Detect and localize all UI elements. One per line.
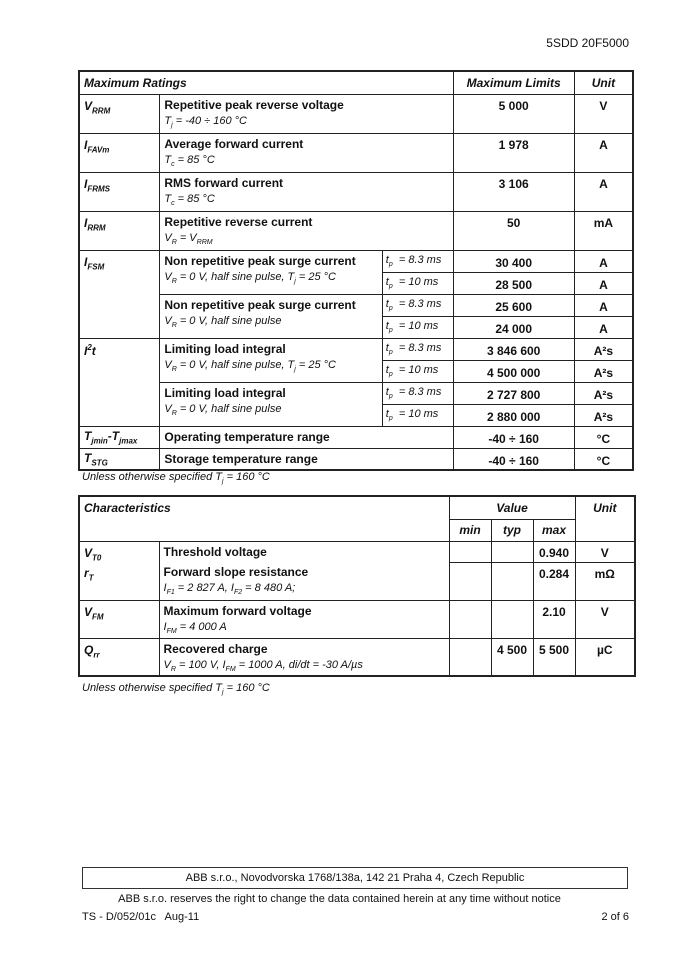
max-value: 0.284 [533,562,575,600]
min-value [449,600,491,638]
description: Forward slope resistance $I_{F1} = 2$ 827 A, $I_{F2} = 8$ 480 A; [159,562,449,600]
unit: V [574,94,633,133]
table-row [79,94,633,133]
max-value: 5 500 [533,638,575,676]
characteristics-table [78,495,636,677]
unit: A²s [574,338,633,360]
table-row [79,338,633,360]
document-code: TS - D/052/01c Aug-11 [82,911,200,923]
pulse-condition: $t_p = 10$ ms [382,404,453,426]
unit: °C [574,448,633,470]
value: 2 727 800 [453,382,574,404]
table-row [79,562,635,600]
typ-header: typ [491,519,533,541]
pulse-condition: $t_p = 8.3$ ms [382,382,453,404]
description: Non repetitive peak surge current $V_R = 0$ V, half sine pulse, $T_j = 25$ °C [160,250,382,294]
value: -40 ÷ 160 [453,426,574,448]
description: RMS forward current $T_c = 85$ °C [160,172,453,211]
table-row [79,600,635,638]
table-row [79,426,633,448]
description: Operating temperature range [160,426,453,448]
unit: mA [574,211,633,250]
table-row [79,250,633,272]
unit: V [575,541,635,562]
table-row [79,294,633,316]
value: 28 500 [453,272,574,294]
typ-value [491,600,533,638]
min-value [449,541,491,562]
max-value: 0.940 [533,541,575,562]
table-row [79,172,633,211]
pulse-condition: $t_p = 10$ ms [382,360,453,382]
value: 30 400 [453,250,574,272]
description: Storage temperature range [160,448,453,470]
value: -40 ÷ 160 [453,448,574,470]
unit: A²s [574,360,633,382]
description: Limiting load integral $V_R = 0$ V, half sine pulse, $T_j = 25$ °C [160,338,382,382]
symbol: $I_{FSM}$ [79,250,160,338]
unit-header: Unit [575,496,635,541]
pulse-condition: $t_p = 8.3$ ms [382,338,453,360]
min-value [449,562,491,600]
unit: A [574,250,633,272]
pulse-condition: $t_p = 10$ ms [382,316,453,338]
value: 24 000 [453,316,574,338]
unit: A²s [574,382,633,404]
unit: mΩ [575,562,635,600]
unit: A [574,294,633,316]
table-row [79,541,635,562]
min-header: min [449,519,491,541]
symbol: $Q_{rr}$ [79,638,159,676]
value: 25 600 [453,294,574,316]
page-number: 2 of 6 [601,911,629,923]
unit: °C [574,426,633,448]
max-header: max [533,519,575,541]
value: 50 [453,211,574,250]
description: Threshold voltage [159,541,449,562]
value: 5 000 [453,94,574,133]
value: 4 500 000 [453,360,574,382]
pulse-condition: $t_p = 8.3$ ms [382,250,453,272]
symbol: $I_{FAVm}$ [79,133,160,172]
value: 3 846 600 [453,338,574,360]
unit: A [574,172,633,211]
table-row [79,638,635,676]
symbol: $V_{FM}$ [79,600,159,638]
symbol: $r_T$ [79,562,159,600]
description: Repetitive peak reverse voltage $T_j = -40 \div 160$ °C [160,94,453,133]
max-limits-header: Maximum Limits [453,71,574,94]
symbol: $I^2t$ [79,338,160,426]
min-value [449,638,491,676]
unit: A [574,133,633,172]
max-value: 2.10 [533,600,575,638]
unit: A [574,316,633,338]
table-row [79,382,633,404]
symbol: $V_{RRM}$ [79,94,160,133]
symbol: $V_{T0}$ [79,541,159,562]
characteristics-title: Characteristics [79,496,449,541]
document-id: 5SDD 20F5000 [546,36,629,50]
disclaimer: ABB s.r.o. reserves the right to change the data contained herein at any time without notice [118,893,561,905]
symbol: $I_{FRMS}$ [79,172,160,211]
symbol: $T_{STG}$ [79,448,160,470]
typ-value [491,562,533,600]
value-header: Value [449,496,575,519]
unit: µC [575,638,635,676]
max-ratings-note: Unless otherwise specified $T_j = 160$ °C [82,471,270,486]
value: 1 978 [453,133,574,172]
unit-header: Unit [574,71,633,94]
value: 3 106 [453,172,574,211]
description: Limiting load integral $V_R = 0$ V, half sine pulse [160,382,382,426]
description: Repetitive reverse current $V_R = V_{RRM}$ [160,211,453,250]
maximum-ratings-table [78,70,634,471]
value: 2 880 000 [453,404,574,426]
symbol: $I_{RRM}$ [79,211,160,250]
description: Recovered charge $V_R = 100$ V, $I_{FM} = 1000$ A, di/dt = -30 A/µs [159,638,449,676]
description: Maximum forward voltage $I_{FM} = 4$ 000 A [159,600,449,638]
table-row [79,211,633,250]
unit: V [575,600,635,638]
pulse-condition: $t_p = 10$ ms [382,272,453,294]
table-row [79,133,633,172]
unit: A²s [574,404,633,426]
characteristics-note: Unless otherwise specified $T_j = 160$ °C [82,682,270,697]
pulse-condition: $t_p = 8.3$ ms [382,294,453,316]
typ-value: 4 500 [491,638,533,676]
max-ratings-title: Maximum Ratings [79,71,453,94]
unit: A [574,272,633,294]
company-address: ABB s.r.o., Novodvorska 1768/138a, 142 21 Praha 4, Czech Republic [82,867,628,889]
table-row [79,448,633,470]
typ-value [491,541,533,562]
description: Non repetitive peak surge current $V_R = 0$ V, half sine pulse [160,294,382,338]
description: Average forward current $T_c = 85$ °C [160,133,453,172]
symbol: $T_{jmin}-T_{jmax}$ [79,426,160,448]
